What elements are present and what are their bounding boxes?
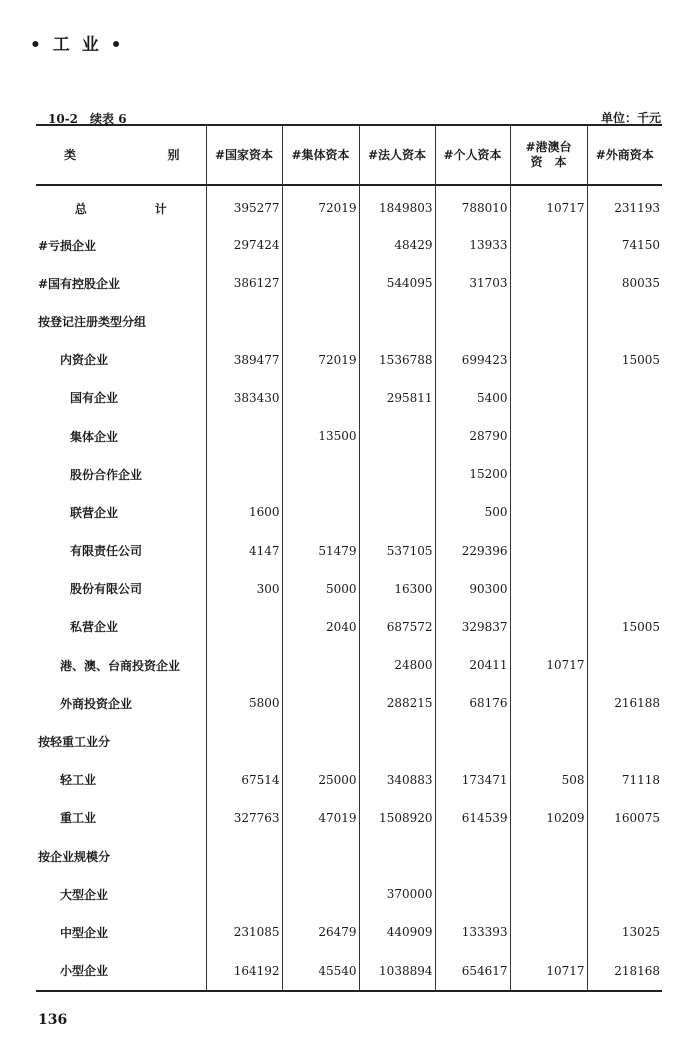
cell-value: 231085 [206,913,282,951]
cell-value: 15005 [587,341,662,379]
table-row [36,417,662,455]
row-label: 按轻重工业分 [38,735,111,750]
cell-value: 231193 [587,185,662,226]
col-header-category [36,125,206,185]
cell-value [282,837,359,875]
cell-value: 51479 [282,532,359,570]
cell-value [510,684,587,722]
cell-value: 13933 [435,226,510,264]
table-row [36,684,662,722]
cell-value: 4147 [206,532,282,570]
cell-value: 288215 [359,684,435,722]
cell-value [587,379,662,417]
cell-value [206,875,282,913]
cell-value [510,532,587,570]
col-header-foreign-capital: #外商资本 [587,125,662,185]
cell-value [282,684,359,722]
table-row [36,646,662,684]
cell-value: 72019 [282,341,359,379]
cell-value [510,379,587,417]
cell-value: 699423 [435,341,510,379]
col-header-collective-capital: #集体资本 [282,125,359,185]
cell-value [206,722,282,760]
col-header-individual-capital: #个人资本 [435,125,510,185]
cell-value: 1600 [206,493,282,531]
cell-value: 20411 [435,646,510,684]
cell-value [206,455,282,493]
cell-value: 5800 [206,684,282,722]
cell-value [510,341,587,379]
cell-value [587,493,662,531]
cell-value [510,226,587,264]
category-left: 类 [64,147,77,162]
cell-value [359,302,435,340]
row-label: 国有企业 [70,391,119,406]
cell-value [510,875,587,913]
cell-value: 15005 [587,608,662,646]
cell-value [282,379,359,417]
cell-value [359,722,435,760]
row-label: #亏损企业 [38,238,97,253]
cell-value [510,608,587,646]
table-row [36,722,662,760]
row-label: 重工业 [60,811,97,826]
row-label: #国有控股企业 [38,276,121,291]
row-label: 股份合作企业 [70,467,143,482]
row-label: 小型企业 [36,952,206,991]
cell-value: 10717 [510,646,587,684]
row-label: 私营企业 [70,620,119,635]
row-label: 港、澳、台商投资企业 [60,658,181,673]
cell-value: 90300 [435,570,510,608]
cell-value [435,875,510,913]
cell-value [206,417,282,455]
row-label: 按登记注册类型分组 [38,314,147,329]
cell-value [587,875,662,913]
cell-value [282,493,359,531]
row-label: 有限责任公司 [70,544,143,559]
cell-value [282,226,359,264]
cell-value: 1849803 [359,185,435,226]
table-row [36,532,662,570]
table-row [36,952,662,991]
cell-value: 229396 [435,532,510,570]
row-label: 外商投资企业 [60,696,133,711]
cell-value: 10717 [510,952,587,991]
col-header-hk-macao-taiwan-capital [510,125,587,185]
table-row [36,379,662,417]
row-label: 联营企业 [70,505,119,520]
cell-value [587,455,662,493]
cell-value: 47019 [282,799,359,837]
table-row [36,608,662,646]
col-header-state-capital: #国家资本 [206,125,282,185]
cell-value: 295811 [359,379,435,417]
cell-value: 614539 [435,799,510,837]
row-label: 内资企业 [60,353,109,368]
cell-value: 654617 [435,952,510,991]
cell-value [282,264,359,302]
cell-value [510,493,587,531]
cell-value: 508 [510,761,587,799]
cell-value: 395277 [206,185,282,226]
table-row [36,761,662,799]
cell-value [510,417,587,455]
cell-value: 5400 [435,379,510,417]
cell-value [206,837,282,875]
cell-value [206,608,282,646]
cell-value: 216188 [587,684,662,722]
cell-value [510,302,587,340]
cell-value [282,455,359,493]
page-number: 136 [38,1012,68,1028]
table-row [36,341,662,379]
statistics-table-container [36,124,662,992]
table-row [36,493,662,531]
table-row [36,570,662,608]
cell-value [206,646,282,684]
row-label: 中型企业 [60,925,109,940]
cell-value: 10717 [510,185,587,226]
cell-value: 133393 [435,913,510,951]
cell-value: 173471 [435,761,510,799]
cell-value: 2040 [282,608,359,646]
cell-value [587,646,662,684]
cell-value: 31703 [435,264,510,302]
statistics-table [36,124,662,992]
cell-value: 370000 [359,875,435,913]
cell-value [587,302,662,340]
cell-value: 10209 [510,799,587,837]
cell-value: 48429 [359,226,435,264]
col-header-hmt-line2: 资 本 [530,155,567,169]
cell-value [359,417,435,455]
cell-value: 67514 [206,761,282,799]
table-row [36,913,662,951]
cell-value: 5000 [282,570,359,608]
cell-value: 389477 [206,341,282,379]
table-row [36,837,662,875]
cell-value [510,913,587,951]
table-row [36,875,662,913]
cell-value [510,455,587,493]
row-label: 集体企业 [70,429,119,444]
row-label: 轻工业 [60,773,97,788]
cell-value [435,302,510,340]
cell-value: 687572 [359,608,435,646]
cell-value [282,722,359,760]
cell-value: 327763 [206,799,282,837]
cell-value: 45540 [282,952,359,991]
col-header-hmt-line1: #港澳台 [525,140,572,154]
row-label: 总 计 [74,201,195,216]
cell-value: 300 [206,570,282,608]
cell-value: 80035 [587,264,662,302]
cell-value: 16300 [359,570,435,608]
cell-value [587,417,662,455]
cell-value: 26479 [282,913,359,951]
cell-value [510,264,587,302]
cell-value [359,493,435,531]
cell-value: 28790 [435,417,510,455]
cell-value: 1038894 [359,952,435,991]
cell-value [587,532,662,570]
row-label: 按企业规模分 [38,849,111,864]
cell-value: 13025 [587,913,662,951]
table-row [36,185,662,226]
cell-value: 340883 [359,761,435,799]
table-row [36,264,662,302]
cell-value: 72019 [282,185,359,226]
cell-value [435,837,510,875]
cell-value: 15200 [435,455,510,493]
cell-value: 74150 [587,226,662,264]
cell-value: 68176 [435,684,510,722]
cell-value [282,302,359,340]
table-row [36,455,662,493]
table-row [36,226,662,264]
table-row [36,302,662,340]
cell-value: 24800 [359,646,435,684]
cell-value: 1508920 [359,799,435,837]
cell-value [510,837,587,875]
table-row [36,799,662,837]
cell-value [282,646,359,684]
cell-value: 386127 [206,264,282,302]
table-body [36,185,662,991]
table-number: 10-2 续表 6 [48,112,127,126]
cell-value: 25000 [282,761,359,799]
cell-value [587,837,662,875]
cell-value [510,570,587,608]
cell-value: 71118 [587,761,662,799]
cell-value [587,722,662,760]
cell-value: 544095 [359,264,435,302]
cell-value [359,455,435,493]
cell-value: 788010 [435,185,510,226]
cell-value: 164192 [206,952,282,991]
cell-value [587,570,662,608]
row-label: 股份有限公司 [70,582,143,597]
cell-value: 297424 [206,226,282,264]
cell-value [282,875,359,913]
cell-value [359,837,435,875]
category-right: 别 [167,147,180,162]
cell-value [510,722,587,760]
unit-label: 单位：千元 [600,111,661,125]
cell-value [206,302,282,340]
cell-value [435,722,510,760]
cell-value: 500 [435,493,510,531]
cell-value: 1536788 [359,341,435,379]
col-header-legal-person-capital: #法人资本 [359,125,435,185]
row-label: 大型企业 [60,887,109,902]
cell-value: 329837 [435,608,510,646]
cell-value: 440909 [359,913,435,951]
cell-value: 13500 [282,417,359,455]
cell-value: 383430 [206,379,282,417]
cell-value: 218168 [587,952,662,991]
running-header: • 工 业 • [30,35,125,55]
header-row [36,125,662,185]
cell-value: 537105 [359,532,435,570]
cell-value: 160075 [587,799,662,837]
